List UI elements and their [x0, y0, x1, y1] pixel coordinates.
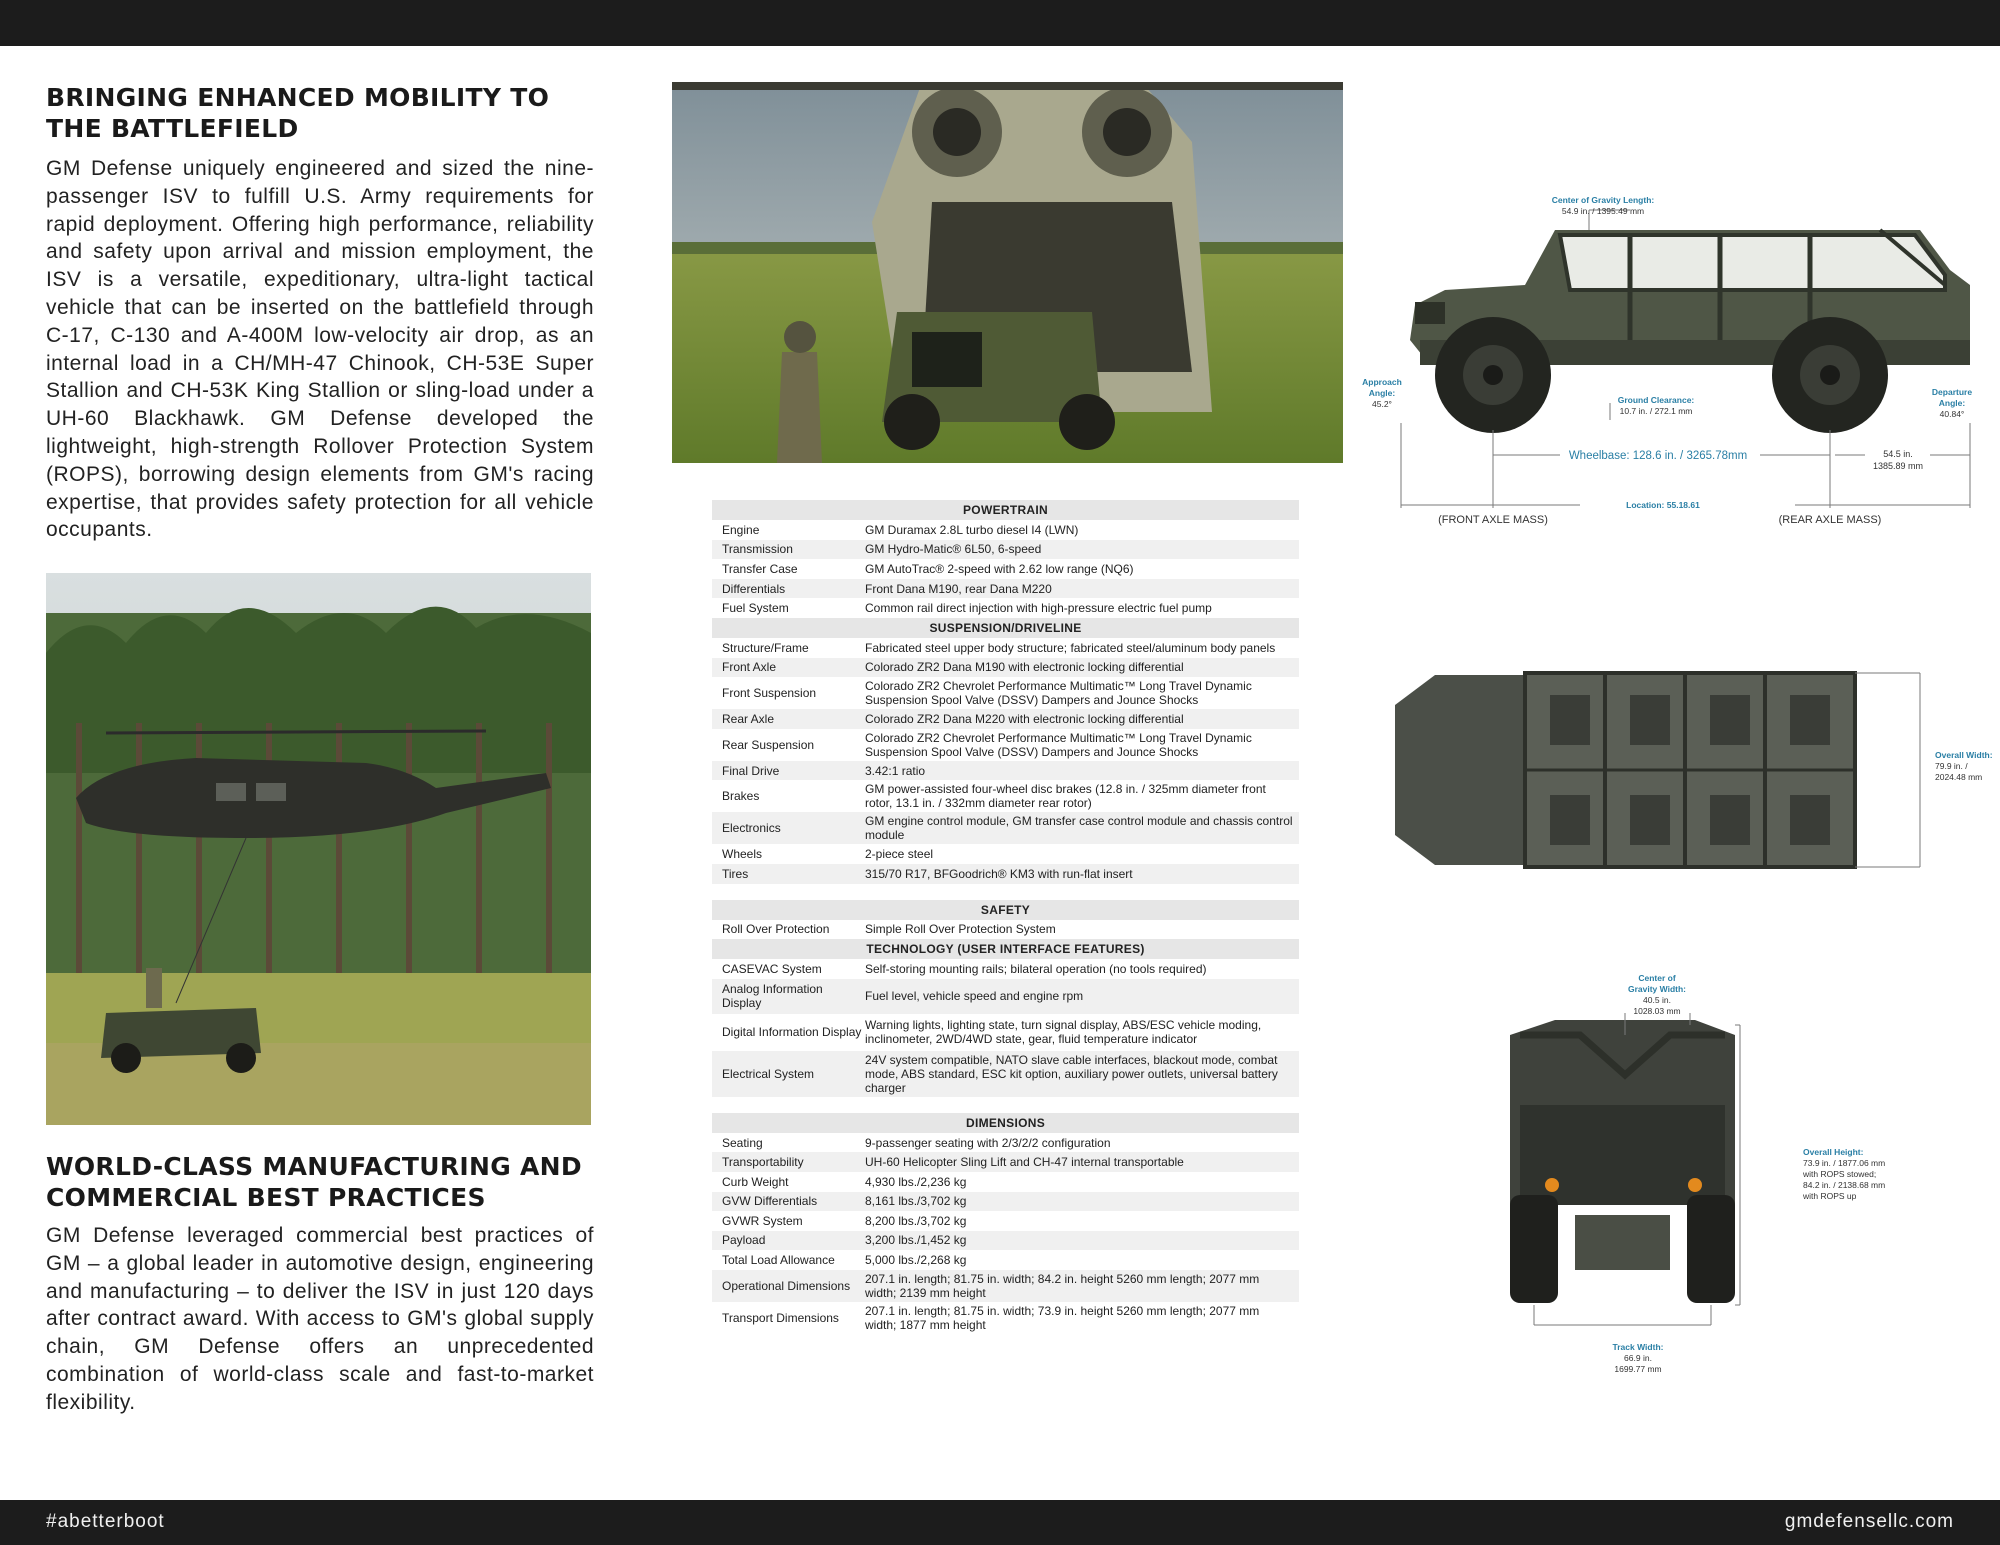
spec-label: Wheels — [722, 847, 763, 862]
spec-row — [712, 1211, 1299, 1231]
spec-value: 207.1 in. length; 81.75 in. width; 73.9 in. height 5260 mm length; 2077 mm width; 1877 mm height — [865, 1303, 1260, 1332]
spec-section-suspension — [712, 638, 1299, 884]
spec-value: Warning lights, lighting state, turn signal display, ABS/ESC vehicle moding, inclinometer, 2WD/4WD state, gear, fluid temperature indicator — [865, 1018, 1262, 1047]
spec-row — [712, 559, 1299, 579]
spec-value: Common rail direct injection with high-pressure electric fuel pump — [865, 601, 1212, 616]
spec-label: Final Drive — [722, 763, 780, 778]
spec-label: Front Axle — [722, 660, 777, 675]
footer-website-link[interactable]: gmdefensellc.com — [1784, 1511, 1954, 1532]
overall-height-stowed: 73.9 in. / 1877.06 mm — [1803, 1158, 1886, 1168]
track-width-inches: 66.9 in. — [1624, 1353, 1652, 1363]
spec-value: 5,000 lbs./2,268 kg — [865, 1253, 967, 1268]
rear-axle-mass-label: (REAR AXLE MASS) — [1778, 514, 1882, 526]
spec-section-powertrain — [712, 520, 1299, 618]
spec-section-safety — [712, 920, 1299, 940]
spec-label: Electronics — [722, 821, 781, 836]
vehicle-side-view-diagram — [1360, 190, 1980, 535]
heading-line: COMMERCIAL BEST PRACTICES — [46, 1183, 486, 1212]
spec-row — [712, 979, 1299, 1014]
ground-clearance-title: Ground Clearance: — [1617, 395, 1695, 405]
spec-row — [712, 1172, 1299, 1192]
departure-angle-title: Departure — [1931, 387, 1973, 397]
spec-label: Operational Dimensions — [722, 1278, 851, 1293]
spec-value: Colorado ZR2 Chevrolet Performance Multimatic™ Long Travel Dynamic Suspension Spool Valve (DSSV) Dampers and Jounce Shocks — [865, 679, 1252, 708]
spec-value: 315/70 R17, BFGoodrich® KM3 with run-flat insert — [865, 866, 1133, 881]
overall-height-title: Overall Height: — [1803, 1147, 1864, 1157]
spec-row — [712, 1133, 1299, 1153]
spec-row — [712, 540, 1299, 560]
spec-row — [712, 677, 1299, 709]
heading-line: WORLD-CLASS MANUFACTURING AND — [46, 1152, 582, 1181]
departure-angle-label: Angle: — [1938, 398, 1966, 408]
spec-value: Colorado ZR2 Chevrolet Performance Multimatic™ Long Travel Dynamic Suspension Spool Valve (DSSV) Dampers and Jounce Shocks — [865, 730, 1252, 759]
spec-label: Rear Suspension — [722, 737, 815, 752]
spec-row — [712, 1192, 1299, 1212]
spec-label: Roll Over Protection — [722, 922, 830, 937]
cog-width-inches: 40.5 in. — [1643, 995, 1671, 1005]
spec-label: Seating — [722, 1135, 763, 1150]
rear-overhang-mm: 1385.89 mm — [1872, 461, 1924, 471]
spec-value: GM AutoTrac® 2-speed with 2.62 low range (NQ6) — [865, 561, 1134, 576]
spec-label: Front Suspension — [722, 686, 817, 701]
spec-label: GVWR System — [722, 1213, 803, 1228]
spec-label: Tires — [722, 866, 749, 881]
spec-row — [712, 1250, 1299, 1270]
spec-value: Fuel level, vehicle speed and engine rpm — [865, 989, 1084, 1004]
spec-row — [712, 761, 1299, 781]
spec-value: 2-piece steel — [865, 847, 934, 862]
spec-value: GM engine control module, GM transfer case control module and chassis control module — [865, 814, 1293, 843]
section-body-mobility: GM Defense uniquely engineered and sized the nine-passenger ISV to fulfill U.S. Army requirements for rapid deployment. Offering high performance, reliability and safety upon arrival and mission employment, the ISV is a versatile, expeditionary, ultra-light tactical vehicle that can be inserted on the battlefield through C-17, C-130 and A-400M low-velocity air drop, as an internal load in a CH/MH-47 Chinook, CH-53E Super Stallion and CH-53K King Stallion or sling-load under a UH-60 Blackhawk. GM Defense developed the lightweight, high-strength Rollover Protection System (ROPS), borrowing design elements from GM's racing expertise, that provides safety protection for all vehicle occupants. — [46, 157, 594, 542]
spec-row — [712, 1231, 1299, 1251]
rear-view-vehicle-illustration — [1510, 1020, 1735, 1303]
spec-row — [712, 709, 1299, 729]
spec-row — [712, 638, 1299, 658]
top-view-vehicle-illustration — [1395, 673, 1855, 867]
cog-width-mm: 1028.03 mm — [1633, 1006, 1681, 1016]
approach-angle-value: 45.2° — [1372, 399, 1392, 409]
overall-width-title: Overall Width: — [1935, 750, 1993, 760]
vehicle-top-view-diagram — [1375, 665, 1993, 875]
spec-value: 207.1 in. length; 81.75 in. width; 84.2 in. height 5260 mm length; 2077 mm width; 2139 mm height — [865, 1271, 1260, 1300]
spec-value: 24V system compatible, NATO slave cable interfaces, blackout mode, combat mode, ABS standard, ESC kit option, auxiliary power outlets, universal battery charger — [865, 1052, 1278, 1095]
spec-label: Transport Dimensions — [722, 1310, 839, 1325]
spec-label: Payload — [722, 1233, 766, 1248]
spec-value: 8,161 lbs./3,702 kg — [865, 1194, 967, 1209]
heading-line: THE BATTLEFIELD — [46, 114, 299, 143]
vehicle-rear-view-diagram — [1490, 975, 1910, 1380]
spec-label: Electrical System — [722, 1066, 815, 1081]
track-width-title: Track Width: — [1612, 1342, 1664, 1352]
spec-label: Curb Weight — [722, 1174, 789, 1189]
heading-line: BRINGING ENHANCED MOBILITY TO — [46, 83, 550, 112]
spec-row — [712, 959, 1299, 979]
section-body-manufacturing: GM Defense leveraged commercial best practices of GM – a global leader in automotive design, engineering and manufacturing – to deliver the ISV in just 120 days after contract award. With access to GM's global supply chain, GM Defense offers an unprecedented combination of world-class scale and fast-to-market flexibility. — [46, 1224, 594, 1414]
cog-length-title: Center of Gravity Length: — [1551, 195, 1655, 205]
spec-label: Brakes — [722, 789, 760, 804]
spec-label: CASEVAC System — [722, 961, 822, 976]
spec-label: Transfer Case — [722, 561, 798, 576]
spec-row — [712, 1014, 1299, 1051]
spec-section-header: SAFETY — [712, 900, 1299, 920]
overall-width-mm: 2024.48 mm — [1935, 772, 1983, 782]
spec-row — [712, 579, 1299, 599]
spec-value: GM power-assisted four-wheel disc brakes (12.8 in. / 325mm diameter front rotor, 13.1 in. / 332mm diameter rear rotor) — [865, 782, 1266, 811]
spec-row — [712, 1302, 1299, 1334]
spec-section-header: SUSPENSION/DRIVELINE — [712, 618, 1299, 638]
spec-value: UH-60 Helicopter Sling Lift and CH-47 internal transportable — [865, 1155, 1184, 1170]
spec-label: Analog Information Display — [722, 982, 823, 1011]
spec-value: Fabricated steel upper body structure; fabricated steel/aluminum body panels — [865, 640, 1276, 655]
chinook-loading-photo — [672, 82, 1343, 463]
cog-width-title-1: Center of — [1638, 973, 1676, 983]
rear-overhang-inches: 54.5 in. — [1883, 449, 1913, 459]
overall-width-inches: 79.9 in. / — [1935, 761, 1968, 771]
spec-label: Engine — [722, 522, 760, 537]
spec-label: Rear Axle — [722, 711, 775, 726]
spec-label: Structure/Frame — [722, 640, 809, 655]
spec-value: GM Hydro-Matic® 6L50, 6-speed — [865, 542, 1042, 557]
spec-label: Fuel System — [722, 601, 789, 616]
spec-row — [712, 780, 1299, 812]
overall-height-up: 84.2 in. / 2138.68 mm — [1803, 1180, 1886, 1190]
spec-value: GM Duramax 2.8L turbo diesel I4 (LWN) — [865, 522, 1079, 537]
spec-label: Transportability — [722, 1155, 804, 1170]
footer-hashtag: #abetterboot — [46, 1511, 165, 1532]
spec-row — [712, 1051, 1299, 1097]
blackhawk-sling-load-photo — [46, 573, 591, 1125]
section-heading-mobility — [46, 82, 606, 144]
approach-angle-label: Angle: — [1368, 388, 1396, 398]
spec-row — [712, 598, 1299, 618]
spec-table — [712, 500, 1299, 1334]
overall-height-stowed-note: with ROPS stowed; — [1803, 1169, 1877, 1179]
spec-section-header: POWERTRAIN — [712, 500, 1299, 520]
footer-bar — [0, 1500, 2000, 1545]
departure-angle-value: 40.84° — [1939, 409, 1965, 419]
spec-value: 8,200 lbs./3,702 kg — [865, 1213, 967, 1228]
spec-value: 9-passenger seating with 2/3/2/2 configuration — [865, 1135, 1111, 1150]
spec-row — [712, 729, 1299, 761]
wheelbase-label: Wheelbase: 128.6 in. / 3265.78mm — [1568, 450, 1748, 462]
spec-label: Differentials — [722, 581, 786, 596]
spec-section-dimensions — [712, 1133, 1299, 1334]
spec-value: Colorado ZR2 Dana M190 with electronic locking differential — [865, 660, 1184, 675]
spec-row — [712, 920, 1299, 940]
track-width-mm: 1699.77 mm — [1614, 1364, 1662, 1374]
cog-width-title-2: Gravity Width: — [1627, 984, 1687, 994]
spec-value: 3,200 lbs./1,452 kg — [865, 1233, 967, 1248]
top-bar — [0, 0, 2000, 46]
spec-gap — [712, 1097, 1299, 1113]
spec-row — [712, 1152, 1299, 1172]
spec-row — [712, 1270, 1299, 1302]
spec-row — [712, 658, 1299, 678]
spec-value: Self-storing mounting rails; bilateral operation (no tools required) — [865, 961, 1207, 976]
approach-angle-title: Approach — [1362, 377, 1402, 387]
spec-value: Front Dana M190, rear Dana M220 — [865, 581, 1052, 596]
spec-label: Digital Information Display — [722, 1025, 862, 1040]
spec-row — [712, 844, 1299, 864]
spec-row — [712, 864, 1299, 884]
cog-length-value: 54.9 in. / 1395.49 mm — [1561, 206, 1645, 216]
ground-clearance-value: 10.7 in. / 272.1 mm — [1619, 406, 1693, 416]
spec-row — [712, 520, 1299, 540]
spec-value: Colorado ZR2 Dana M220 with electronic locking differential — [865, 711, 1184, 726]
spec-section-header: DIMENSIONS — [712, 1113, 1299, 1133]
spec-value: 4,930 lbs./2,236 kg — [865, 1174, 967, 1189]
spec-value: Simple Roll Over Protection System — [865, 922, 1056, 937]
spec-label: Transmission — [722, 542, 793, 557]
spec-value: 3.42:1 ratio — [865, 763, 926, 778]
spec-label: GVW Differentials — [722, 1194, 818, 1209]
front-axle-mass-label: (FRONT AXLE MASS) — [1438, 514, 1548, 526]
section-heading-manufacturing — [46, 1151, 606, 1213]
spec-gap — [712, 884, 1299, 900]
spec-label: Total Load Allowance — [722, 1253, 835, 1268]
location-label: Location: 55.18.61 — [1626, 500, 1700, 510]
overall-height-up-note: with ROPS up — [1803, 1191, 1857, 1201]
spec-section-technology — [712, 959, 1299, 1097]
spec-row — [712, 812, 1299, 844]
spec-section-header: TECHNOLOGY (USER INTERFACE FEATURES) — [712, 939, 1299, 959]
